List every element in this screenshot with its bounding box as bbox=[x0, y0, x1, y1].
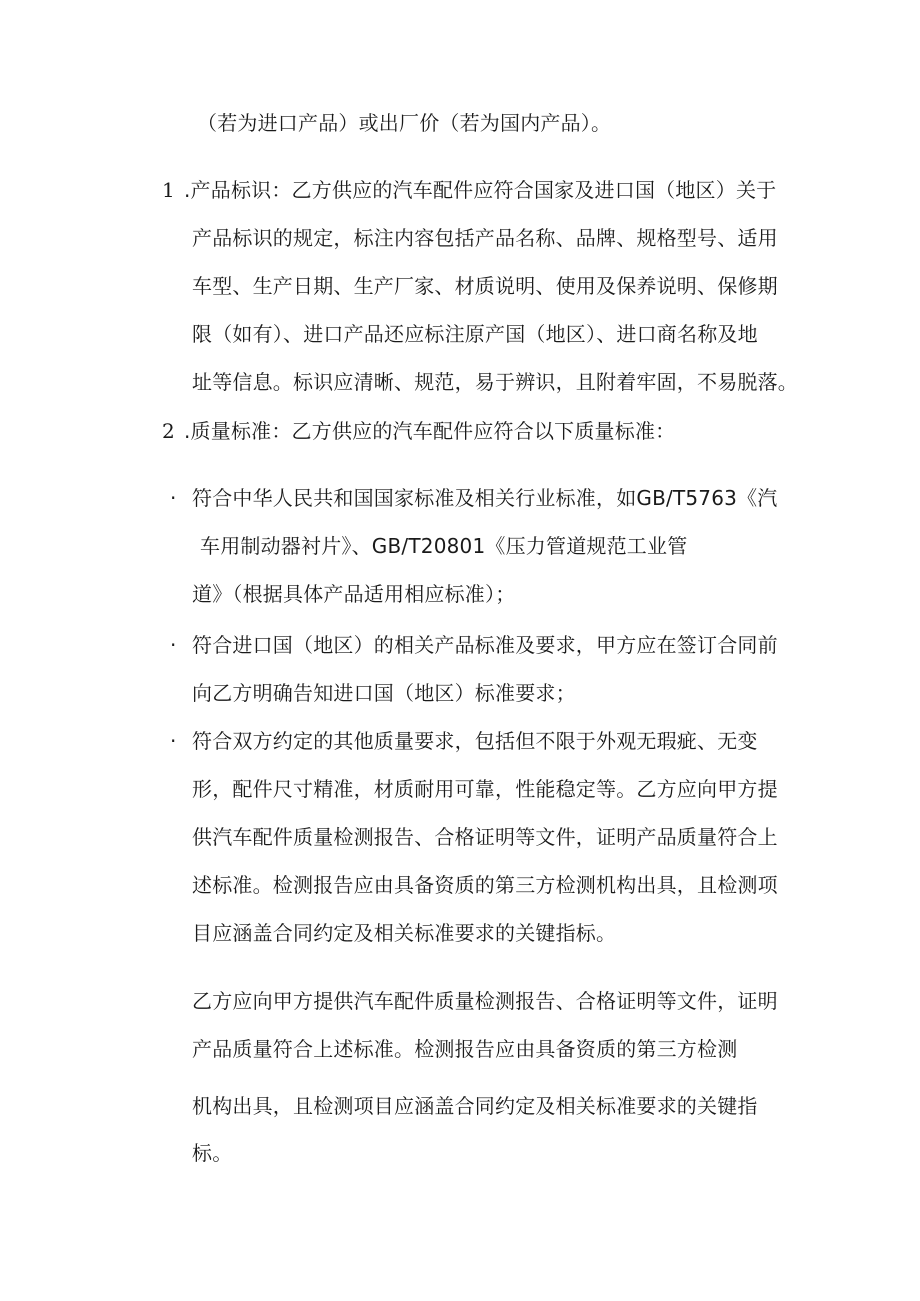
bullet-2-line-1: 符合进口国（地区）的相关产品标准及要求，甲方应在签订合同前 bbox=[192, 633, 778, 657]
closing-line-2: 产品质量符合上述标准。检测报告应由具备资质的第三方检测 bbox=[192, 1037, 738, 1061]
item-number-2: 2 bbox=[162, 419, 175, 443]
bullet-2-line-2: 向乙方明确告知进口国（地区）标准要求； bbox=[192, 681, 576, 705]
intro-line: （若为进口产品）或出厂价（若为国内产品）。 bbox=[197, 111, 612, 135]
closing-line-4: 标。 bbox=[192, 1141, 233, 1165]
bullet-dot-1: · bbox=[170, 486, 177, 510]
bullet-1-line-2: 车用制动器衬片》、GB/T20801《压力管道规范工业管 bbox=[200, 534, 688, 558]
bullet-3-line-1: 符合双方约定的其他质量要求，包括但不限于外观无瑕疵、无变 bbox=[192, 729, 758, 753]
item-1-line-1: .产品标识：乙方供应的汽车配件应符合国家及进口国（地区）关于 bbox=[184, 178, 777, 202]
item-2-line-1: .质量标准：乙方供应的汽车配件应符合以下质量标准： bbox=[184, 419, 676, 443]
bullet-1-line-3: 道》（根据具体产品适用相应标准）； bbox=[192, 582, 516, 606]
item-1-line-2: 产品标识的规定，标注内容包括产品名称、品牌、规格型号、适用 bbox=[192, 226, 778, 250]
bullet-3-line-4: 述标准。检测报告应由具备资质的第三方检测机构出具，且检测项 bbox=[192, 873, 778, 897]
item-1-line-4: 限（如有）、进口产品还应标注原产国（地区）、进口商名称及地 bbox=[192, 322, 758, 346]
bullet-dot-2: · bbox=[170, 633, 177, 657]
bullet-3-line-5: 目应涵盖合同约定及相关标准要求的关键指标。 bbox=[192, 921, 617, 945]
bullet-dot-3: · bbox=[170, 729, 177, 753]
bullet-3-line-3: 供汽车配件质量检测报告、合格证明等文件，证明产品质量符合上 bbox=[192, 825, 778, 849]
bullet-1-line-1: 符合中华人民共和国国家标准及相关行业标准，如GB/T5763《汽 bbox=[192, 486, 778, 510]
closing-line-1: 乙方应向甲方提供汽车配件质量检测报告、合格证明等文件，证明 bbox=[192, 989, 778, 1013]
closing-line-3: 机构出具，且检测项目应涵盖合同约定及相关标准要求的关键指 bbox=[192, 1094, 758, 1118]
bullet-3-line-2: 形，配件尺寸精准，材质耐用可靠，性能稳定等。乙方应向甲方提 bbox=[192, 777, 778, 801]
item-1-line-5: 址等信息。标识应清晰、规范，易于辨识，且附着牢固，不易脱落。 bbox=[192, 370, 798, 394]
item-number-1: 1 bbox=[162, 178, 175, 202]
item-1-line-3: 车型、生产日期、生产厂家、材质说明、使用及保养说明、保修期 bbox=[192, 274, 778, 298]
